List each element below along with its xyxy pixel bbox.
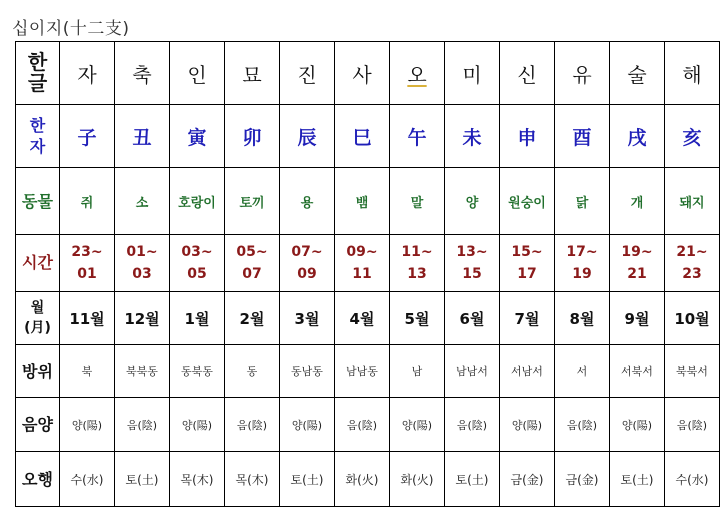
animal-cell xyxy=(60,168,115,235)
time-cell-line: 01 xyxy=(77,266,97,282)
direction-cell xyxy=(60,345,115,398)
yinyang-cell xyxy=(555,398,610,452)
time-cell-line: 11~ xyxy=(401,244,433,260)
hanja-cell xyxy=(280,105,335,168)
time-cell xyxy=(170,235,225,292)
row-header-element: 오행 xyxy=(16,452,60,507)
time-cell-line: 15~ xyxy=(511,244,543,260)
direction-cell xyxy=(610,345,665,398)
element-cell xyxy=(335,452,390,507)
hangul-cell xyxy=(445,42,500,105)
yinyang-cell-text: 양(陽) xyxy=(291,418,323,432)
row-header-time: 시간 xyxy=(16,235,60,292)
hangul-cell-text: 술 xyxy=(627,62,647,87)
row-yinyang xyxy=(16,398,720,452)
direction-cell xyxy=(170,345,225,398)
direction-cell xyxy=(555,345,610,398)
element-cell-text: 수(水) xyxy=(70,472,104,487)
hanja-cell xyxy=(500,105,555,168)
yinyang-cell xyxy=(280,398,335,452)
month-cell-text: 3월 xyxy=(294,309,320,328)
direction-cell xyxy=(390,345,445,398)
month-cell xyxy=(555,292,610,345)
hangul-cell-text: 유 xyxy=(572,62,592,87)
hanja-cell-text: 辰 xyxy=(297,126,317,149)
time-cell-line: 17 xyxy=(517,266,537,282)
row-animal xyxy=(16,168,720,235)
zodiac-table xyxy=(15,41,720,507)
hanja-cell-text: 酉 xyxy=(572,126,592,149)
row-time xyxy=(16,235,720,292)
yinyang-cell xyxy=(445,398,500,452)
yinyang-cell-text: 음(陰) xyxy=(236,418,268,432)
animal-cell xyxy=(555,168,610,235)
hangul-cell xyxy=(555,42,610,105)
hanja-cell xyxy=(445,105,500,168)
yinyang-cell xyxy=(170,398,225,452)
yinyang-cell xyxy=(115,398,170,452)
hanja-cell-text: 卯 xyxy=(242,126,262,149)
hangul-cell-text: 인 xyxy=(187,62,207,87)
hangul-cell xyxy=(170,42,225,105)
time-cell-line: 23~ xyxy=(71,244,103,260)
animal-cell-text: 쥐 xyxy=(80,195,94,211)
time-cell-line: 03 xyxy=(132,266,152,282)
animal-cell xyxy=(445,168,500,235)
yinyang-cell xyxy=(225,398,280,452)
element-cell xyxy=(610,452,665,507)
hanja-cell xyxy=(115,105,170,168)
element-cell xyxy=(500,452,555,507)
direction-cell xyxy=(280,345,335,398)
time-cell-line: 07 xyxy=(242,266,262,282)
time-cell xyxy=(115,235,170,292)
yinyang-cell-text: 양(陽) xyxy=(621,418,653,432)
element-cell xyxy=(390,452,445,507)
hanja-cell-text: 丑 xyxy=(132,126,152,149)
hanja-cell xyxy=(665,105,720,168)
hanja-cell xyxy=(390,105,445,168)
direction-cell-text: 서 xyxy=(576,365,588,378)
row-header-hanja-line2: 자 xyxy=(29,137,46,156)
animal-cell xyxy=(115,168,170,235)
yinyang-cell-text: 음(陰) xyxy=(346,418,378,432)
element-cell xyxy=(170,452,225,507)
direction-cell-text: 서북서 xyxy=(621,365,653,378)
time-cell xyxy=(60,235,115,292)
time-cell-line: 09~ xyxy=(346,244,378,260)
month-cell xyxy=(445,292,500,345)
element-cell xyxy=(445,452,500,507)
hangul-cell-text: 진 xyxy=(297,62,317,87)
yinyang-cell xyxy=(60,398,115,452)
animal-cell-text: 토끼 xyxy=(239,195,265,211)
direction-cell xyxy=(115,345,170,398)
time-cell xyxy=(335,235,390,292)
direction-cell-text: 남남서 xyxy=(456,365,488,378)
row-header-month-line1: 월 xyxy=(30,300,45,316)
animal-cell-text: 돼지 xyxy=(679,195,705,211)
month-cell-text: 10월 xyxy=(674,309,710,328)
time-cell-line: 11 xyxy=(352,266,372,282)
row-header-hangul xyxy=(16,42,60,105)
row-month xyxy=(16,292,720,345)
row-header-month xyxy=(16,292,60,345)
hangul-cell xyxy=(500,42,555,105)
month-cell xyxy=(280,292,335,345)
direction-cell xyxy=(335,345,390,398)
animal-cell xyxy=(280,168,335,235)
direction-cell-text: 남남동 xyxy=(346,365,378,378)
hanja-cell xyxy=(555,105,610,168)
time-cell-line: 13~ xyxy=(456,244,488,260)
animal-cell-text: 닭 xyxy=(575,195,589,211)
row-header-yinyang: 음양 xyxy=(16,398,60,452)
page-title: 십이지(十二支) xyxy=(12,19,130,39)
direction-cell-text: 북 xyxy=(81,365,93,378)
hanja-cell xyxy=(225,105,280,168)
element-cell xyxy=(225,452,280,507)
time-cell-line: 05~ xyxy=(236,244,268,260)
time-cell-line: 19 xyxy=(572,266,592,282)
month-cell-text: 11월 xyxy=(69,309,105,328)
hangul-cell xyxy=(665,42,720,105)
element-cell-text: 화(火) xyxy=(345,472,379,487)
hangul-cell-text: 자 xyxy=(77,62,97,87)
time-cell-line: 03~ xyxy=(181,244,213,260)
row-header-hanja-line1: 한 xyxy=(29,116,46,135)
time-cell xyxy=(665,235,720,292)
direction-cell-text: 동북동 xyxy=(181,365,213,378)
element-cell xyxy=(280,452,335,507)
hangul-cell-text: 신 xyxy=(517,62,537,87)
row-element xyxy=(16,452,720,507)
hanja-cell-text: 亥 xyxy=(682,126,702,149)
animal-cell xyxy=(665,168,720,235)
yinyang-cell xyxy=(610,398,665,452)
time-cell xyxy=(500,235,555,292)
yinyang-cell-text: 음(陰) xyxy=(456,418,488,432)
element-cell xyxy=(665,452,720,507)
month-cell xyxy=(60,292,115,345)
animal-cell xyxy=(390,168,445,235)
hanja-cell-text: 巳 xyxy=(352,126,372,149)
element-cell-text: 수(水) xyxy=(675,472,709,487)
month-cell xyxy=(115,292,170,345)
hanja-cell xyxy=(170,105,225,168)
time-cell-line: 23 xyxy=(682,266,702,282)
hangul-cell xyxy=(225,42,280,105)
direction-cell xyxy=(225,345,280,398)
hangul-cell-text: 해 xyxy=(682,62,702,87)
month-cell-text: 4월 xyxy=(349,309,375,328)
hanja-cell-text: 午 xyxy=(407,126,427,149)
month-cell-text: 2월 xyxy=(239,309,265,328)
direction-cell-text: 동남동 xyxy=(291,365,323,378)
hangul-cell-text: 묘 xyxy=(242,62,262,87)
hanja-cell-text: 戌 xyxy=(627,126,647,149)
month-cell-text: 9월 xyxy=(624,309,650,328)
element-cell-text: 토(土) xyxy=(290,472,324,487)
time-cell xyxy=(280,235,335,292)
element-cell-text: 목(木) xyxy=(180,472,214,487)
hanja-cell-text: 申 xyxy=(517,126,537,149)
row-header-animal: 동물 xyxy=(16,168,60,235)
month-cell-text: 7월 xyxy=(514,309,540,328)
month-cell-text: 1월 xyxy=(184,309,210,328)
hangul-cell-text: 축 xyxy=(132,62,152,87)
hanja-cell xyxy=(335,105,390,168)
direction-cell xyxy=(500,345,555,398)
month-cell-text: 8월 xyxy=(569,309,595,328)
time-cell xyxy=(390,235,445,292)
hangul-cell-text: 미 xyxy=(462,62,482,87)
animal-cell-text: 말 xyxy=(410,195,424,211)
direction-cell xyxy=(665,345,720,398)
element-cell xyxy=(555,452,610,507)
yinyang-cell-text: 음(陰) xyxy=(566,418,598,432)
yinyang-cell-text: 양(陽) xyxy=(181,418,213,432)
month-cell xyxy=(170,292,225,345)
time-cell-line: 21 xyxy=(627,266,647,282)
time-cell-line: 09 xyxy=(297,266,317,282)
row-header-hangul-line1: 한 xyxy=(27,50,48,74)
hangul-cell xyxy=(280,42,335,105)
hanja-cell-text: 寅 xyxy=(187,126,207,149)
hangul-cell-text: 사 xyxy=(352,62,372,87)
yinyang-cell-text: 음(陰) xyxy=(676,418,708,432)
time-cell xyxy=(225,235,280,292)
row-hanja xyxy=(16,105,720,168)
animal-cell xyxy=(170,168,225,235)
time-cell-line: 13 xyxy=(407,266,427,282)
row-header-hangul-line2: 글 xyxy=(27,71,48,95)
direction-cell-text: 북북서 xyxy=(676,365,708,378)
hanja-cell-text: 子 xyxy=(77,126,97,149)
hanja-cell xyxy=(60,105,115,168)
row-header-month-line2: (月) xyxy=(24,320,51,336)
yinyang-cell-text: 양(陽) xyxy=(511,418,543,432)
time-cell xyxy=(555,235,610,292)
time-cell-line: 01~ xyxy=(126,244,158,260)
animal-cell-text: 소 xyxy=(135,195,149,211)
month-cell-text: 5월 xyxy=(404,309,430,328)
yinyang-cell xyxy=(390,398,445,452)
month-cell-text: 6월 xyxy=(459,309,485,328)
direction-cell-text: 동 xyxy=(246,365,258,378)
element-cell-text: 금(金) xyxy=(565,472,599,487)
animal-cell-text: 뱀 xyxy=(355,195,369,211)
month-cell xyxy=(335,292,390,345)
hangul-cell-text: 오 xyxy=(407,62,427,87)
time-cell-line: 07~ xyxy=(291,244,323,260)
month-cell-text: 12월 xyxy=(124,309,160,328)
time-cell-line: 17~ xyxy=(566,244,598,260)
animal-cell xyxy=(610,168,665,235)
animal-cell-text: 양 xyxy=(465,195,479,211)
row-header-direction: 방위 xyxy=(16,345,60,398)
hanja-cell-text: 未 xyxy=(462,126,482,149)
yinyang-cell-text: 양(陽) xyxy=(401,418,433,432)
month-cell xyxy=(500,292,555,345)
row-hangul xyxy=(16,42,720,105)
element-cell-text: 목(木) xyxy=(235,472,269,487)
hanja-cell xyxy=(610,105,665,168)
month-cell xyxy=(610,292,665,345)
animal-cell-text: 원숭이 xyxy=(508,195,546,211)
element-cell-text: 금(金) xyxy=(510,472,544,487)
direction-cell-text: 남 xyxy=(411,365,423,378)
hangul-cell xyxy=(390,42,445,105)
row-header-hanja xyxy=(16,105,60,168)
direction-cell xyxy=(445,345,500,398)
element-cell xyxy=(115,452,170,507)
month-cell xyxy=(390,292,445,345)
element-cell xyxy=(60,452,115,507)
element-cell-text: 화(火) xyxy=(400,472,434,487)
direction-cell-text: 북북동 xyxy=(126,365,158,378)
yinyang-cell-text: 음(陰) xyxy=(126,418,158,432)
month-cell xyxy=(665,292,720,345)
time-cell xyxy=(610,235,665,292)
yinyang-cell xyxy=(500,398,555,452)
direction-cell-text: 서남서 xyxy=(511,365,543,378)
animal-cell-text: 용 xyxy=(300,195,314,211)
animal-cell xyxy=(335,168,390,235)
yinyang-cell xyxy=(665,398,720,452)
time-cell-line: 21~ xyxy=(676,244,708,260)
time-cell xyxy=(445,235,500,292)
animal-cell xyxy=(500,168,555,235)
time-cell-line: 15 xyxy=(462,266,482,282)
hangul-cell xyxy=(115,42,170,105)
hangul-cell xyxy=(60,42,115,105)
element-cell-text: 토(土) xyxy=(125,472,159,487)
month-cell xyxy=(225,292,280,345)
hangul-cell xyxy=(610,42,665,105)
yinyang-cell-text: 양(陽) xyxy=(71,418,103,432)
animal-cell-text: 호랑이 xyxy=(178,195,216,211)
time-cell-line: 19~ xyxy=(621,244,653,260)
animal-cell-text: 개 xyxy=(630,195,644,211)
element-cell-text: 토(土) xyxy=(620,472,654,487)
hangul-cell xyxy=(335,42,390,105)
row-direction xyxy=(16,345,720,398)
element-cell-text: 토(土) xyxy=(455,472,489,487)
yinyang-cell xyxy=(335,398,390,452)
time-cell-line: 05 xyxy=(187,266,207,282)
animal-cell xyxy=(225,168,280,235)
